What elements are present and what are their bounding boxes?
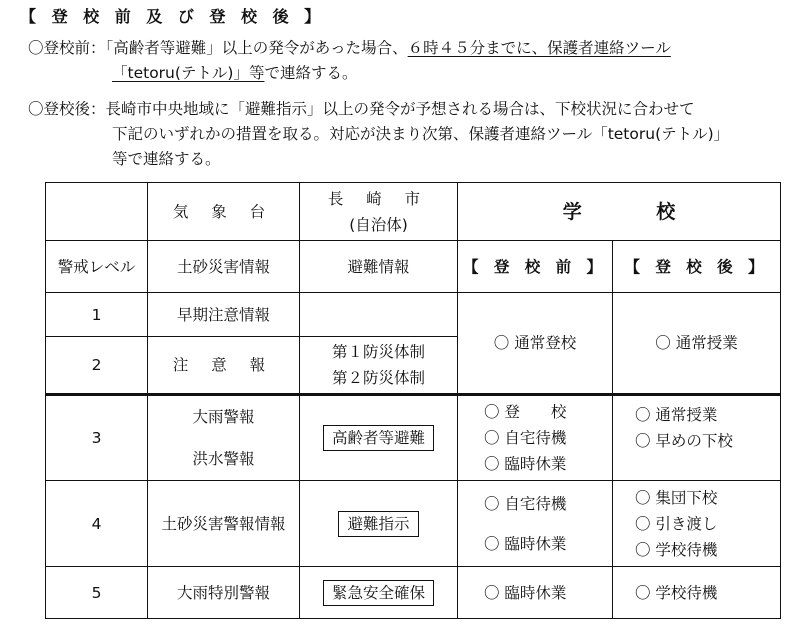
evac-cell [300, 567, 458, 619]
table-header-row [46, 183, 781, 241]
paragraph-before-school [28, 36, 671, 86]
table-row [46, 395, 781, 481]
text-before-b: で連絡する。 [264, 64, 358, 82]
table-row [46, 567, 781, 619]
header-empty [46, 183, 148, 241]
before-cell: 〇 通常登校 [458, 293, 613, 395]
text-after-line3: 等で連絡する。 [112, 150, 221, 168]
section-heading: 【 登 校 前 及 び 登 校 後 】 [20, 7, 326, 26]
text-before-a: 「高齢者等避難」以上の発令があった場合、 [105, 39, 408, 57]
evac-cell [300, 481, 458, 567]
level-cell: 1 [46, 293, 148, 337]
subheader-landslide: 土砂災害情報 [148, 241, 300, 293]
evac-box: 高齢者等避難 [323, 425, 434, 451]
subheader-level: 警戒レベル [46, 241, 148, 293]
option-item: 〇 集団下校 [635, 488, 718, 507]
level-cell: 3 [46, 395, 148, 481]
header-city-name: 長 崎 市 [327, 189, 430, 208]
option-item: 〇 臨時休業 [484, 534, 567, 553]
header-city [300, 183, 458, 241]
option-item: 〇 自宅待機 [484, 429, 567, 447]
option-item: 〇 引き渡し [635, 514, 718, 533]
table-subheader-row [46, 241, 781, 293]
evac-box: 避難指示 [338, 511, 418, 537]
header-school: 学 校 [458, 183, 781, 241]
evac-cell [300, 395, 458, 481]
paragraph-after-school [28, 97, 729, 172]
after-cell [613, 481, 781, 567]
evac-line: 第２防災体制 [331, 369, 425, 387]
evac-cell-empty [300, 293, 458, 337]
option-item: 〇 登 校 [484, 403, 567, 421]
after-cell: 〇 通常授業 [613, 293, 781, 395]
text-after-line2: 下記のいずれかの措置を取る。対応が決まり次第、保護者連絡ツール「tetoru(テトル)」 [112, 125, 730, 143]
warning-level-table [45, 182, 781, 619]
info-cell: 土砂災害警報情報 [148, 481, 300, 567]
info-cell [148, 395, 300, 481]
info-cell: 早期注意情報 [148, 293, 300, 337]
header-city-sub: (自治体) [349, 215, 408, 234]
table-row [46, 293, 781, 337]
level-cell: 4 [46, 481, 148, 567]
option-item: 〇 通常授業 [635, 406, 718, 424]
info-cell: 注 意 報 [148, 337, 300, 395]
info-line: 大雨警報 [192, 408, 255, 426]
subheader-after: 【 登 校 後 】 [613, 241, 781, 293]
option-item: 〇 自宅待機 [484, 494, 567, 513]
evac-box: 緊急安全確保 [323, 580, 434, 606]
evac-line: 第１防災体制 [331, 343, 425, 361]
info-cell: 大雨特別警報 [148, 567, 300, 619]
header-kishodai: 気 象 台 [148, 183, 300, 241]
evac-cell [300, 337, 458, 395]
label-before: 〇登校前： [28, 39, 106, 57]
before-cell [458, 395, 613, 481]
level-cell: 5 [46, 567, 148, 619]
subheader-before: 【 登 校 前 】 [458, 241, 613, 293]
underlined-text-b: 「tetoru(テトル)」等 [112, 64, 265, 82]
subheader-evacuation: 避難情報 [300, 241, 458, 293]
underlined-text-a: ６時４５分までに、保護者連絡ツール [407, 39, 671, 57]
before-cell [458, 481, 613, 567]
info-line: 洪水警報 [192, 450, 255, 468]
before-cell: 〇 臨時休業 [458, 567, 613, 619]
level-cell: 2 [46, 337, 148, 395]
option-item: 〇 臨時休業 [484, 455, 567, 473]
table-row [46, 481, 781, 567]
option-item: 〇 早めの下校 [635, 432, 733, 450]
option-item: 〇 学校待機 [635, 540, 718, 559]
text-after-line1: 長崎市中央地域に「避難指示」以上の発令が予想される場合は、下校状況に合わせて [105, 100, 695, 118]
after-cell [613, 395, 781, 481]
after-cell: 〇 学校待機 [613, 567, 781, 619]
label-after: 〇登校後： [28, 100, 106, 118]
